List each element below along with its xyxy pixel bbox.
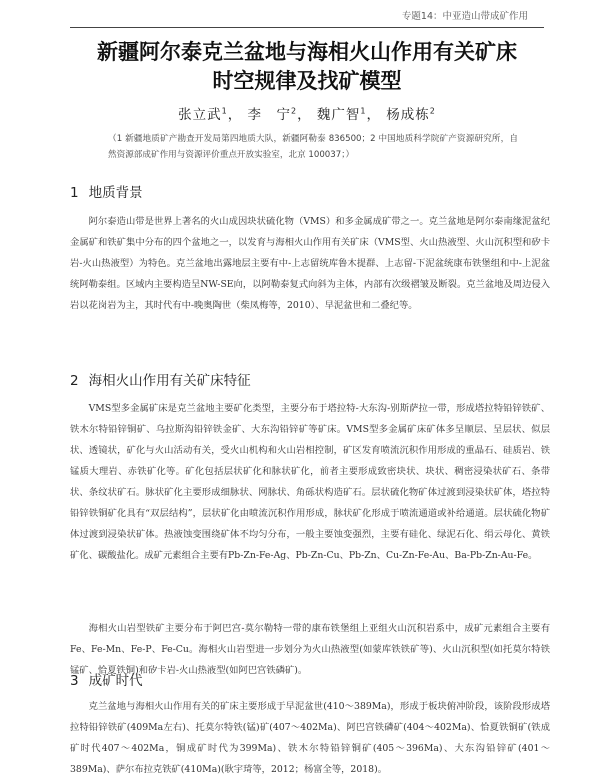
affiliation: （1 新疆地质矿产勘查开发局第四地质大队，新疆阿勒泰 836500；2 中国地质科学院矿产资源研究所，自然资源部成矿作用与资源评价重点开放实验室，北京 100037；） — [108, 134, 518, 160]
section-3-paragraph-1: 克兰盆地与海相火山作用有关的矿床主要形成于早泥盆世(410～389Ma)，形成于板块俯冲阶段，该阶段形成塔拉特铅锌铁矿(409Ma左右)、托莫尔特铁(锰)矿(407～402Ma)、阿巴宫铁磷矿(404～402Ma)、恰夏铁铜矿(铁成矿时代407～402Ma，铜成矿时代为399Ma)、铁木尔特铅锌铜矿(405～396Ma)、大东沟铅锌矿(401～389Ma)、萨尔布拉克铁矿(410Ma)(耿宇琦等，2012；杨富全等，2018)。 — [70, 701, 550, 775]
author-list: 张立武$^1$， 李 宁$^2$， 魏广智$^1$， 杨成栋$^2$ — [178, 106, 436, 123]
title-line-1: 新疆阿尔泰克兰盆地与海相火山作用有关矿床 — [97, 40, 517, 64]
author-name: 张立武 — [178, 107, 222, 123]
author-affiliation-mark: 2 — [429, 106, 436, 116]
section-heading-1 — [70, 181, 143, 201]
author-name: 杨成栋 — [386, 107, 430, 123]
section-title: 成矿时代 — [88, 673, 143, 689]
section-number: 3 — [70, 673, 79, 689]
section-2-paragraph-2: 海相火山岩型铁矿主要分布于阿巴宫-莫尔勒特一带的康布铁堡组上亚组火山沉积岩系中，成矿元素组合主要有Fe、Fe-Mn、Fe-P、Fe-Cu。海相火山岩型进一步划分为火山热液型(如蒙库铁铁矿等)、火山沉积型(如托莫尔特铁锰矿、恰夏铁铜)和矽卡岩-火山热液型(如阿巴宫铁磷矿)。 — [70, 623, 550, 676]
section-number: 2 — [70, 373, 79, 389]
section-title: 地质背景 — [88, 185, 143, 201]
author-affiliation-mark: 2 — [291, 106, 298, 116]
section-1-paragraph-1: 阿尔泰造山带是世界上著名的火山成因块状硫化物（VMS）和多金属成矿带之一。克兰盆地是阿尔泰南缘泥盆纪金属矿和铁矿集中分布的四个盆地之一，以发育与海相火山作用有关矿床（VMS型、火山热液型、火山沉积型和矽卡岩-火山热液型）为特色。克兰盆地出露地层主要有中-上志留统库鲁木提群、上志留-下泥盆统康布铁堡组和中-上泥盆统阿勒泰组。区域内主要构造呈NW-SE向，以阿勒泰复式向斜为主体，内部有次级褶皱及断裂。克兰盆地及周边侵入岩以花岗岩为主，其时代有中-晚奥陶世（柴凤梅等，2010）、早泥盆世和二叠纪等。 — [70, 216, 550, 311]
author-name: 李 宁 — [247, 107, 291, 123]
author-affiliation-mark: 1 — [221, 106, 228, 116]
section-heading-2 — [70, 369, 251, 389]
author-name: 魏广智 — [316, 107, 361, 123]
title-line-2: 时空规律及找矿模型 — [212, 69, 402, 93]
paper-title — [60, 38, 554, 96]
section-number: 1 — [70, 185, 79, 201]
header-rule — [70, 27, 544, 28]
running-header: 专题14：中亚造山带成矿作用 — [401, 11, 528, 22]
section-title: 海相火山作用有关矿床特征 — [88, 373, 251, 389]
author-affiliation-mark: 1 — [360, 106, 367, 116]
section-2-paragraph-1: VMS型多金属矿床是克兰盆地主要矿化类型，主要分布于塔拉特-大东沟-别斯萨拉一带，形成塔拉特铅锌铁矿、铁木尔特铅锌铜矿、乌拉斯沟铅锌铁金矿、大东沟铅锌矿等矿床。VMS型多金属矿床矿体多呈顺层、呈层状、似层状、透镜状，矿化与火山活动有关，受火山机构和火山岩相控制，矿区发育喷流沉积作用形成的重晶石、硅质岩、铁锰质大理岩、赤铁矿化等。矿化包括层状矿化和脉状矿化，前者主要形成致密块状、块状、稠密浸染状矿石、条带状、条纹状矿石。脉状矿化主要形成细脉状、网脉状、角砾状构造矿石。层状硫化物矿体过渡到浸染状矿体，塔拉特铅锌铁铜矿化具有“双层结构”，层状矿化由喷流沉积作用形成，脉状矿化形成于喷流通道或补给通道。层状硫化物矿体过渡到浸染状矿体。热液蚀变围绕矿体不均匀分布，一般主要蚀变强烈，主要有硅化、绿泥石化、绢云母化、黄铁矿化、碳酸盐化。成矿元素组合主要有Pb-Zn-Fe-Ag、Pb-Zn-Cu、Pb-Zn、Cu-Zn-Fe-Au、Ba-Pb-Zn-Au-Fe。 — [70, 403, 550, 561]
section-heading-3 — [70, 669, 143, 689]
